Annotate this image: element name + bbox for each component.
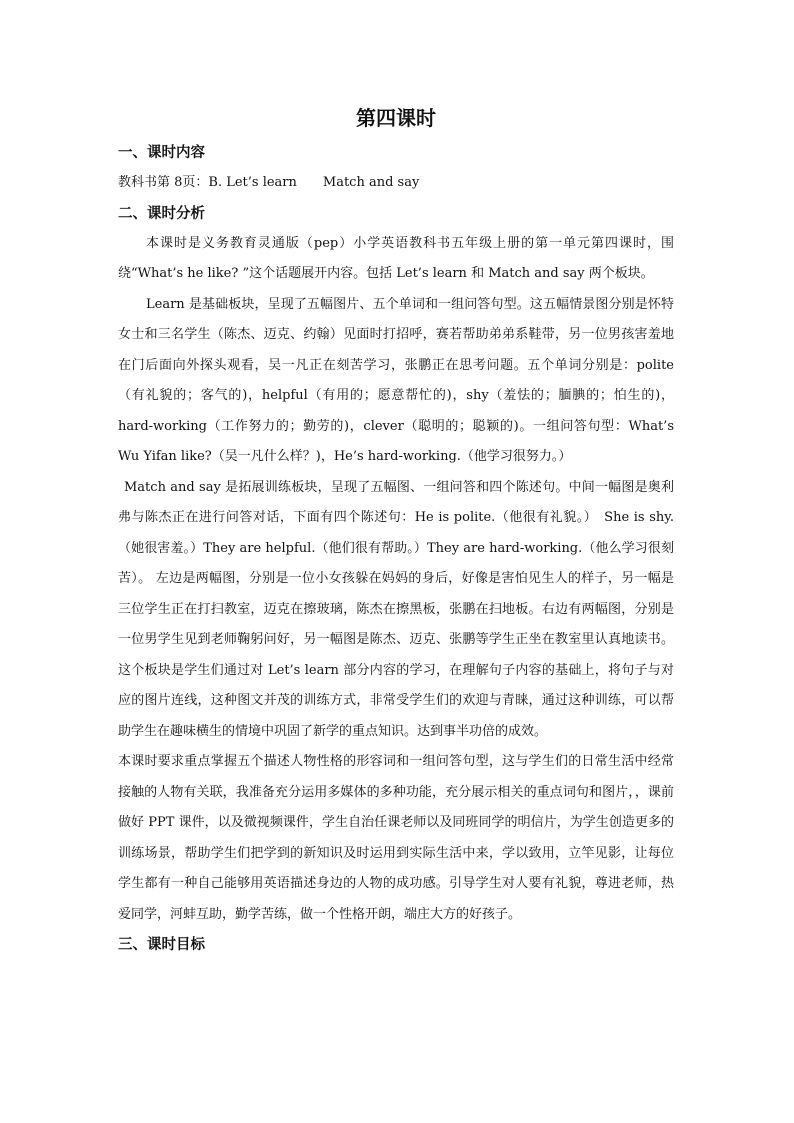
document-page — [118, 100, 674, 960]
section-heading-lesson-content: 一、课时内容 — [118, 145, 205, 161]
document-title: 第四课时 — [356, 106, 436, 130]
section-heading-lesson-analysis: 二、课时分析 — [118, 205, 205, 222]
analysis-paragraph-learn: Learn 是基础板块，呈现了五幅图片、五个单词和一组问答句型。这五幅情景图分别是怀特女士和三名学生（陈杰、迈克、约翰）见面时打招呼，赛若帮助弟弟系鞋带，另一位男孩害羞地在门后面向外探头观看，吴一凡正在刻苦学习，张鹏正在思考问题。五个单词分别是：polite（有礼貌的；客气的)，helpful（有用的；愿意帮忙的)，shy（羞怯的；腼腆的；怕生的)，hard-working（工作努力的；勤劳的)，clever（聪明的；聪颖的)。一组问答句型：What’s Wu Yifan like?（吴一凡什么样？)，He’s hard-working.（他学习很努力。） — [118, 296, 674, 464]
lesson-content-text: 教科书第 8页：B. Let’s learn Match and say — [118, 175, 420, 190]
analysis-paragraph-intro: 本课时是义务教育灵通版（pep）小学英语教科书五年级上册的第一单元第四课时，围绕“What’s he like? ”这个话题展开内容。包括 Let’s learn 和 Match and say 两个板块。 — [118, 235, 674, 281]
section-heading-lesson-goals: 三、课时目标 — [118, 937, 205, 953]
analysis-paragraph-match-and-say: Match and say 是拓展训练板块，呈现了五幅图、一组问答和四个陈述句。中间一幅图是奥利弗与陈杰正在进行问答对话，下面有四个陈述句：He is polite.（他很有礼貌。） She is shy.（她很害羞。）They are helpful.（他们很有帮助。）They are hard-working.（他么学习很刻苦）。 左边是两幅图，分别是一位小女孩躲在妈妈的身后，好像是害怕见生人的样子，另一幅是三位学生正在打扫教室，迈克在擦玻璃，陈杰在擦黑板，张鹏在扫地板。右边有两幅图，分别是一位男学生见到老师鞠躬问好，另一幅图是陈杰、迈克、张鹏等学生正坐在教室里认真地读书。这个板块是学生们通过对 Let’s learn 部分内容的学习，在理解句子内容的基础上，将句子与对应的图片连线，这种图文并茂的训练方式，非常受学生们的欢迎与青睐，通过这种训练，可以帮助学生在趣味横生的情境中巩固了新学的重点知识。达到事半功倍的成效。 — [118, 479, 674, 739]
analysis-paragraph-requirements: 本课时要求重点掌握五个描述人物性格的形容词和一组问答句型，这与学生们的日常生活中经常接触的人物有关联，我准备充分运用多媒体的多种功能，充分展示相关的重点词句和图片，，课前做好 PPT 课件，以及微视频课件，学生自治任课老师以及同班同学的明信片，为学生创造更多的训练场景，帮助学生们把学到的新知识及时运用到实际生活中来，学以致用，立竿见影，让每位学生都有一种自己能够用英语描述身边的人物的成功感。引导学生对人要有礼貌，尊进老师，热爱同学，河蚌互助，勤学苦练，做一个性格开朗，端庄大方的好孩子。 — [118, 754, 674, 922]
